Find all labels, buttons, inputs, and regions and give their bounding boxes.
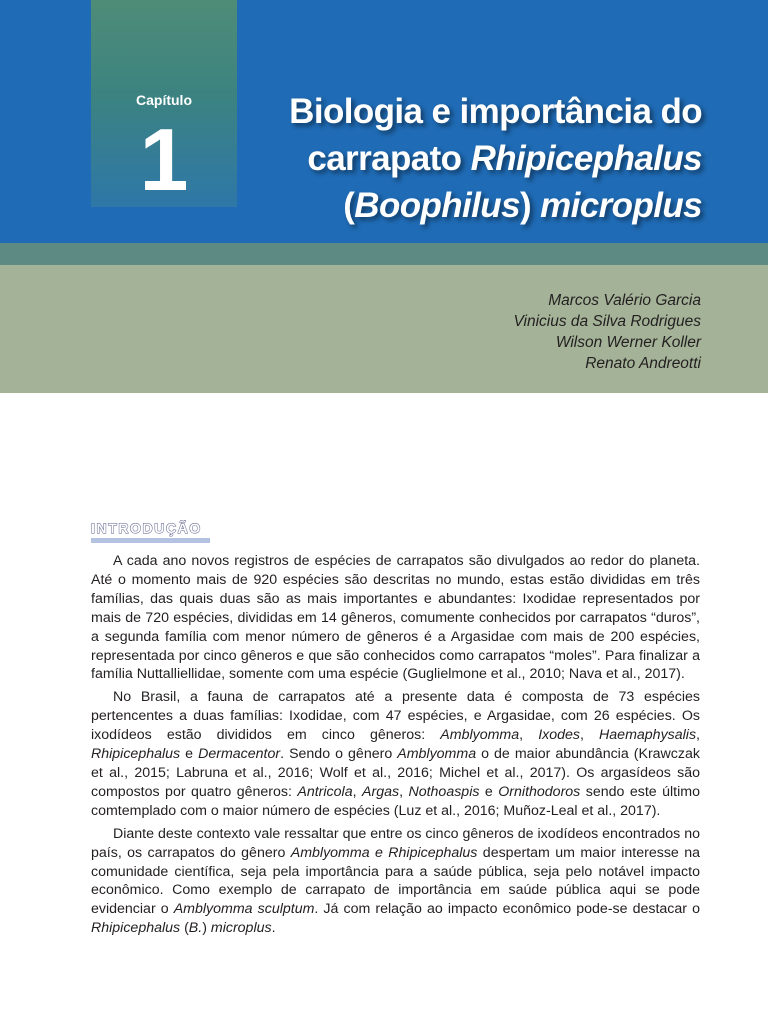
- paragraph-1: A cada ano novos registros de espécies de carrapatos são divulgados ao redor do planeta. Até o momento mais de 920 espécies são descritas no mundo, estas estão divididas em três famílias, das quais duas são as mais importantes e abundantes: Ixodidae representados por mais de 720 espécies, divididas em 14 gêneros, comumente conhecidos por carrapatos “duros”, a segunda família com menor número de gêneros é a Argasidae com mais de 200 espécies, representada por cinco gêneros e que são conhecidos como carrapatos “moles”. Para finalizar a família Nuttalliellidae, somente com uma espécie (Guglielmone et al., 2010; Nava et al., 2017).: [91, 553, 700, 683]
- section-heading: INTRODUÇÃO: [91, 520, 202, 536]
- italic-run: Rhipicephalus: [91, 746, 181, 763]
- italic-run: Haemaphysalis: [599, 727, 697, 744]
- author-name: Renato Andreotti: [585, 355, 701, 372]
- title-paren-close: ): [519, 186, 541, 225]
- author-name: Marcos Valério Garcia: [548, 292, 701, 309]
- text-run: . Sendo o gênero: [280, 746, 398, 763]
- italic-run: Amblyomma e Rhipicephalus: [290, 844, 478, 861]
- text-run: despertam um maior interesse na comunidade científica, seja pela importância para a saúde pública, seja pelo notável impacto econômico. Como exemplo de carrapato de importância em saúde pública aqui se pode evidenciar o: [91, 844, 700, 918]
- title-line-2: [182, 135, 702, 182]
- header-stripe: [0, 243, 768, 265]
- italic-run: Amblyomma sculptum: [173, 901, 315, 918]
- title-genus: Rhipicephalus: [470, 139, 702, 178]
- italic-run: Ixodes: [538, 727, 580, 744]
- italic-run: Rhipicephalus: [91, 920, 181, 937]
- author-name: Vinicius da Silva Rodrigues: [513, 313, 701, 330]
- text-run: . Já com relação ao impacto econômico pode-se destacar o: [314, 901, 700, 918]
- text-run: Diante deste contexto vale ressaltar que entre os cinco gêneros de ixodídeos encontrados no país, os carrapatos do gênero: [91, 825, 700, 861]
- italic-run: Amblyomma: [397, 746, 477, 763]
- italic-run: B.: [188, 920, 203, 937]
- text-run: e: [479, 783, 499, 800]
- author-list: [513, 290, 701, 374]
- chapter-label: Capítulo: [136, 92, 192, 108]
- title-paren-open: (: [343, 186, 355, 225]
- body-text: [91, 552, 700, 942]
- chapter-number: 1: [139, 110, 189, 209]
- italic-run: Antricola: [297, 783, 353, 800]
- text-run: ,: [696, 727, 700, 744]
- text-run: ): [202, 920, 211, 937]
- section-heading-underline: [91, 538, 210, 543]
- text-run: .: [271, 920, 276, 937]
- text-run: ,: [580, 727, 600, 744]
- title-species: microplus: [540, 186, 702, 225]
- author-name: Wilson Werner Koller: [555, 334, 701, 351]
- title-line-2-text: carrapato: [307, 139, 471, 178]
- text-run: (: [180, 920, 189, 937]
- italic-run: Dermacentor: [198, 746, 281, 763]
- italic-run: microplus: [210, 920, 272, 937]
- italic-run: Argas: [362, 783, 400, 800]
- italic-run: Nothoaspis: [408, 783, 480, 800]
- chapter-title: [182, 88, 702, 229]
- title-subgenus: Boophilus: [354, 186, 520, 225]
- title-line-1: Biologia e importância do: [289, 92, 702, 131]
- title-line-3: [182, 182, 702, 229]
- text-run: No Brasil, a fauna de carrapatos até a presente data é composta de 73 espécies pertencentes a duas famílias: Ixodidae, com 47 espécies, e Argasidae, com 26 espécies. Os ixodídeos estão divididos em cinco gêneros:: [91, 689, 700, 744]
- text-run: e: [180, 746, 199, 763]
- italic-run: Amblyomma: [440, 727, 520, 744]
- text-run: ,: [352, 783, 362, 800]
- text-run: o de maior abundância (Krawczak et al., 2015; Labruna et al., 2016; Wolf et al., 2016; Michel et al., 2017). Os argasídeos são compostos por quatro gêneros:: [91, 746, 700, 800]
- italic-run: Ornithodoros: [498, 783, 581, 800]
- paragraph-3: [91, 825, 700, 938]
- text-run: ,: [519, 727, 539, 744]
- text-run: ,: [399, 783, 409, 800]
- paragraph-2: [91, 688, 700, 820]
- text-run: sendo este último comtemplado com o maior número de espécies (Luz et al., 2016; Muñoz-Leal et al., 2017).: [91, 783, 700, 819]
